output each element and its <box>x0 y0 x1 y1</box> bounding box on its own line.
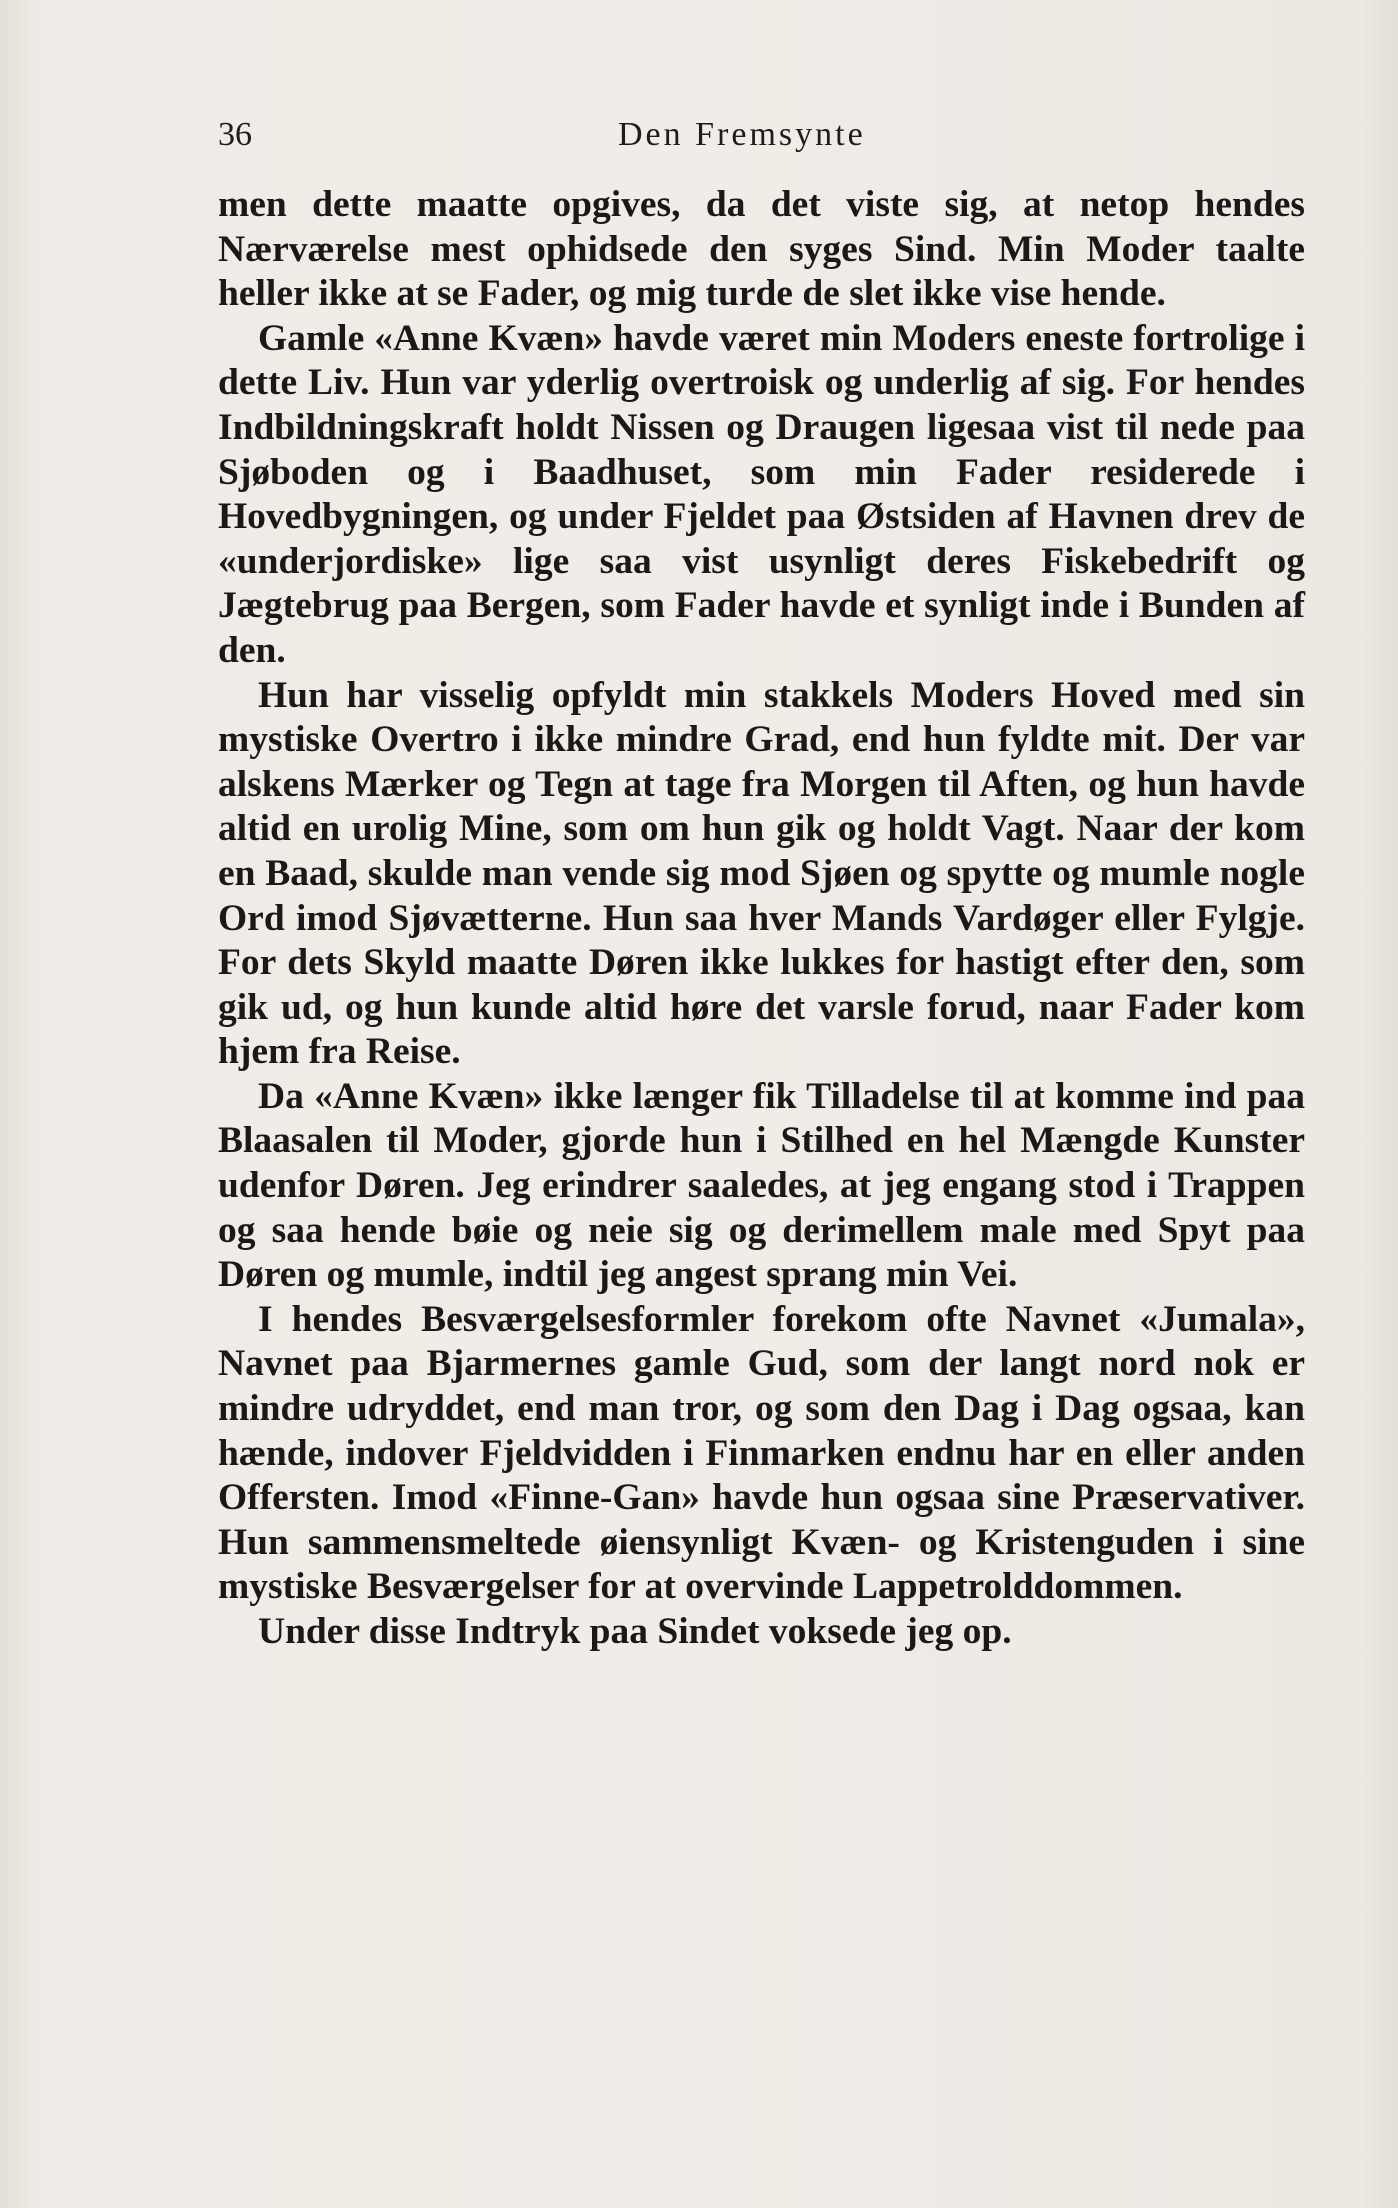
page-number: 36 <box>218 116 252 153</box>
paragraph: I hendes Besværgelsesformler forekom ofte Navnet «Jumala», Navnet paa Bjarmernes gamle Gud, som der langt nord nok er mindre udryddet, end man tror, og som den Dag i Dag ogsaa, kan hænde, indover Fjeldvidden i Finmarken endnu har en eller anden Offersten. Imod «Finne-Gan» havde hun ogsaa sine Præservativer. Hun sammensmeltede øiensynligt Kvæn- og Kristenguden i sine mystiske Besværgelser for at overvinde Lappetrolddommen. <box>218 1298 1305 1608</box>
paragraph: Gamle «Anne Kvæn» havde været min Moders eneste fortrolige i dette Liv. Hun var yderlig overtroisk og underlig af sig. For hendes Indbildningskraft holdt Nissen og Draugen ligesaa vist til nede paa Sjøboden og i Baadhuset, som min Fader residerede i Hovedbygningen, og under Fjeldet paa Østsiden af Havnen drev de «underjordiske» lige saa vist usynligt deres Fiskebedrift og Jægtebrug paa Bergen, som Fader havde et synligt inde i Bunden af den. <box>218 317 1305 671</box>
paragraph: Da «Anne Kvæn» ikke længer fik Tilladelse til at komme ind paa Blaasalen til Moder, gjorde hun i Stilhed en hel Mængde Kunster udenfor Døren. Jeg erindrer saaledes, at jeg engang stod i Trappen og saa hende bøie og neie sig og derimellem male med Spyt paa Døren og mumle, indtil jeg angest sprang min Vei. <box>218 1075 1305 1296</box>
paragraph: men dette maatte opgives, da det viste sig, at netop hendes Nærværelse mest ophidsede den syges Sind. Min Moder taalte heller ikke at se Fader, og mig turde de slet ikke vise hende. <box>218 184 1305 315</box>
running-title: Den Fremsynte <box>618 116 866 153</box>
paragraph: Under disse Indtryk paa Sindet voksede jeg op. <box>258 1611 1012 1652</box>
body-text <box>218 183 1305 1655</box>
page-header <box>218 110 1318 160</box>
paragraph: Hun har visselig opfyldt min stakkels Moders Hoved med sin mystiske Overtro i ikke mindre Grad, end hun fyldte mit. Der var alskens Mærker og Tegn at tage fra Morgen til Aften, og hun havde altid en urolig Mine, som om hun gik og holdt Vagt. Naar der kom en Baad, skulde man vende sig mod Sjøen og spytte og mumle nogle Ord imod Sjøvætterne. Hun saa hver Mands Vardøger eller Fylgje. For dets Skyld maatte Døren ikke lukkes for hastigt efter den, som gik ud, og hun kunde altid høre det varsle forud, naar Fader kom hjem fra Reise. <box>218 674 1305 1073</box>
